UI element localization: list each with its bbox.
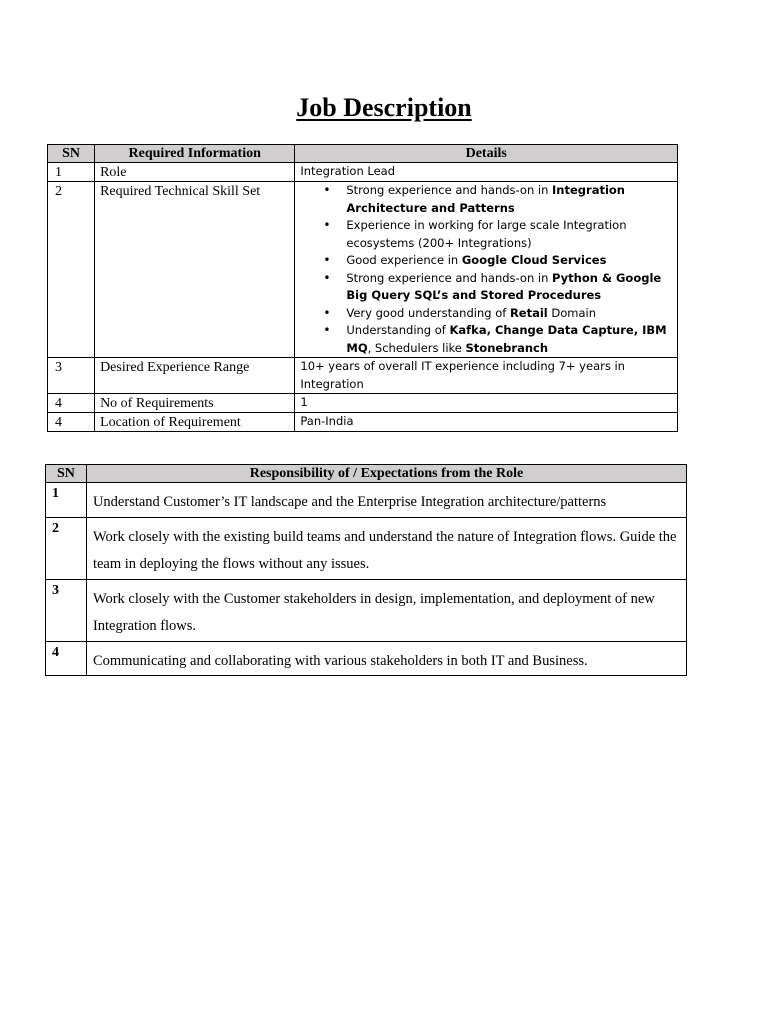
row-sn: 3	[48, 358, 95, 394]
row-label: Location of Requirement	[95, 413, 295, 432]
header-sn: SN	[46, 465, 87, 483]
table-row	[48, 163, 678, 182]
page-title: Job Description	[296, 93, 472, 122]
row-responsibility: Work closely with the Customer stakeholders in design, implementation, and deployment of new Integration flows.	[86, 579, 686, 641]
row-sn: 1	[48, 163, 95, 182]
table-row	[48, 413, 678, 432]
table-row	[46, 641, 687, 676]
responsibilities-table	[45, 464, 687, 676]
row-detail: 1	[295, 394, 678, 413]
row-detail: Integration Lead	[295, 163, 678, 182]
row-label: Role	[95, 163, 295, 182]
header-responsibility: Responsibility of / Expectations from the Role	[86, 465, 686, 483]
table-row	[48, 182, 678, 358]
row-label: Required Technical Skill Set	[95, 182, 295, 358]
row-responsibility: Understand Customer’s IT landscape and the Enterprise Integration architecture/patterns	[86, 483, 686, 518]
row-label: Desired Experience Range	[95, 358, 295, 394]
row-detail: Pan-India	[295, 413, 678, 432]
list-item: • Very good understanding of Retail Domain	[300, 305, 673, 323]
header-details: Details	[295, 145, 678, 163]
row-sn: 3	[46, 579, 87, 641]
header-required-information: Required Information	[95, 145, 295, 163]
row-detail: 10+ years of overall IT experience including 7+ years in Integration	[295, 358, 678, 394]
list-item: • Good experience in Google Cloud Services	[300, 252, 673, 270]
row-label: No of Requirements	[95, 394, 295, 413]
row-sn: 4	[48, 413, 95, 432]
list-item: • Understanding of Kafka, Change Data Capture, IBM MQ, Schedulers like Stonebranch	[300, 322, 673, 357]
header-sn: SN	[48, 145, 95, 163]
table-row	[46, 483, 687, 518]
list-item: • Experience in working for large scale Integration ecosystems (200+ Integrations)	[300, 217, 673, 252]
skills-cell	[295, 182, 678, 358]
row-sn: 2	[46, 517, 87, 579]
table-header-row	[48, 145, 678, 163]
table-row	[48, 394, 678, 413]
row-responsibility: Work closely with the existing build teams and understand the nature of Integration flows. Guide the team in deploying the flows without any issues.	[86, 517, 686, 579]
row-sn: 4	[48, 394, 95, 413]
table-header-row	[46, 465, 687, 483]
table-row	[46, 579, 687, 641]
row-responsibility: Communicating and collaborating with various stakeholders in both IT and Business.	[86, 641, 686, 676]
requirements-table	[47, 144, 678, 432]
table-row	[46, 517, 687, 579]
list-item: • Strong experience and hands-on in Python & Google Big Query SQL’s and Stored Procedures	[300, 270, 673, 305]
skills-list	[300, 182, 673, 357]
table-row	[48, 358, 678, 394]
list-item: • Strong experience and hands-on in Integration Architecture and Patterns	[300, 182, 673, 217]
row-sn: 1	[46, 483, 87, 518]
row-sn: 4	[46, 641, 87, 676]
row-sn: 2	[48, 182, 95, 358]
